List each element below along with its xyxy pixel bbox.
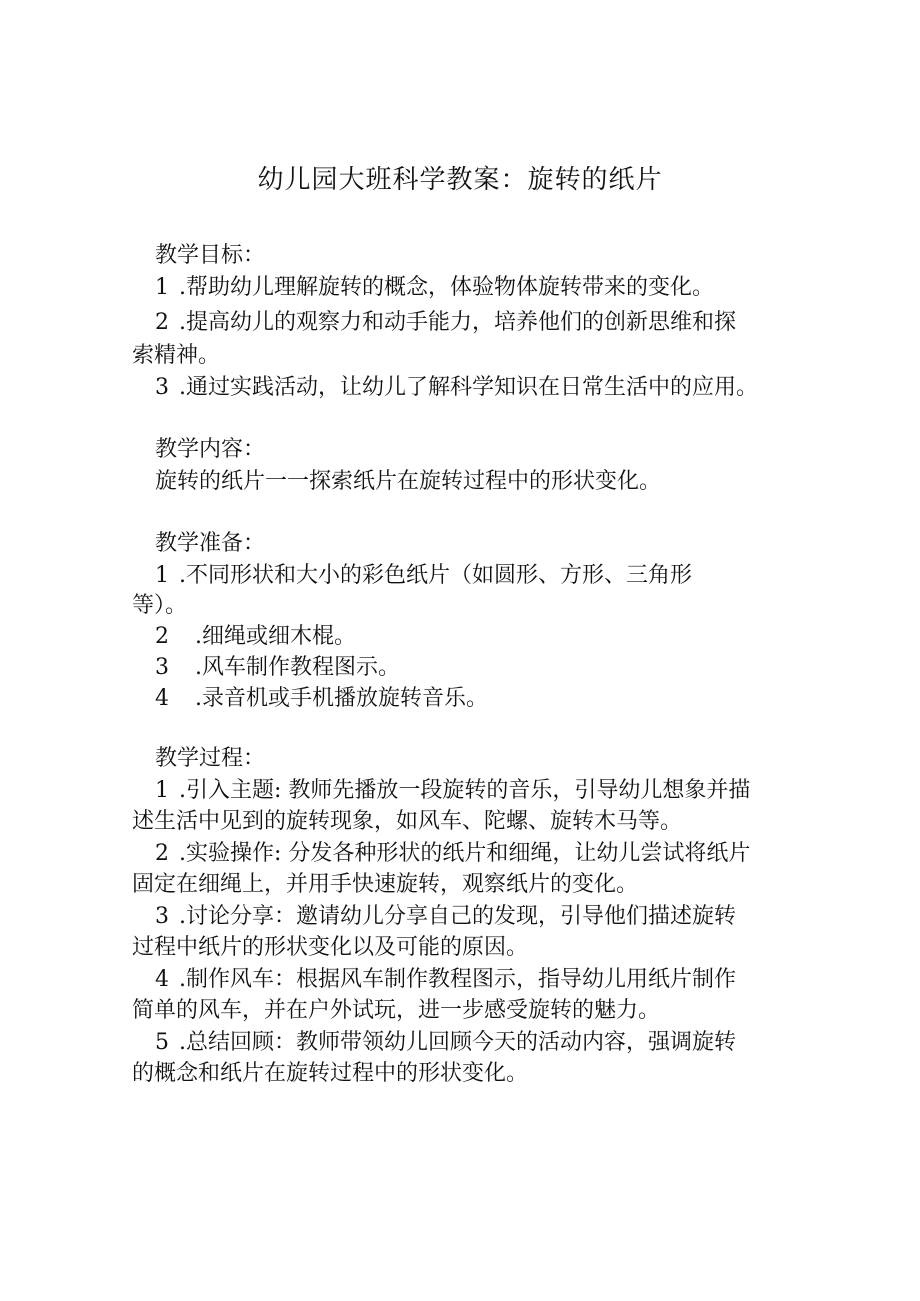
prep-item-2-number: 2: [155, 624, 169, 649]
content-heading: 教学内容：: [155, 437, 266, 462]
process-item-5-number: 5: [155, 1030, 169, 1055]
prep-item-4-number: 4: [155, 686, 169, 711]
goal-item-1: [155, 272, 714, 304]
prep-item-1-text: .不同形状和大小的彩色纸片（如圆形、方形、三角形: [179, 563, 692, 588]
process-item-2-number: 2: [155, 841, 169, 866]
process-item-4-number: 4: [155, 967, 169, 992]
prep-item-3-number: 3: [155, 655, 169, 680]
process-item-5-text: .总结回顾：教师带领幼儿回顾今天的活动内容，强调旋转: [179, 1030, 736, 1055]
goal-item-3-number: 3: [155, 375, 169, 400]
goal-item-2: [155, 307, 736, 339]
prep-item-2-text: .细绳或细木棍。: [195, 624, 356, 649]
process-item-3-text: .讨论分享：邀请幼儿分享自己的发现，引导他们描述旋转: [179, 904, 736, 929]
prep-item-3-text: .风车制作教程图示。: [195, 655, 400, 680]
prep-item-4: [155, 683, 488, 715]
goal-item-1-number: 1: [155, 275, 169, 300]
goal-item-2-number: 2: [155, 310, 169, 335]
prep-item-1-number: 1: [155, 563, 169, 588]
process-item-4: [155, 964, 736, 996]
goal-item-2-continued: 索精神。: [132, 343, 221, 368]
prep-heading: 教学准备：: [155, 531, 266, 556]
prep-item-4-text: .录音机或手机播放旋转音乐。: [195, 686, 488, 711]
process-item-3-continued: 过程中纸片的形状变化以及可能的原因。: [132, 935, 529, 960]
prep-item-1-continued: 等）。: [132, 593, 188, 618]
goal-item-2-text: .提高幼儿的观察力和动手能力，培养他们的创新思维和探: [179, 310, 736, 335]
document-title: 幼儿园大班科学教案：旋转的纸片: [257, 165, 663, 195]
process-heading: 教学过程：: [155, 746, 266, 771]
process-item-1-continued: 述生活中见到的旋转现象，如风车、陀螺、旋转木马等。: [132, 809, 683, 834]
goal-item-1-text: .帮助幼儿理解旋转的概念，体验物体旋转带来的变化。: [179, 275, 714, 300]
goals-heading: 教学目标：: [155, 243, 266, 268]
content-text: 旋转的纸片一一探索纸片在旋转过程中的形状变化。: [155, 469, 662, 494]
process-item-2-text: .实验操作: 分发各种形状的纸片和细绳，让幼儿尝试将纸片: [179, 841, 751, 866]
process-item-5: [155, 1027, 736, 1059]
goal-item-3: [155, 372, 758, 404]
process-item-1-number: 1: [155, 778, 169, 803]
goal-item-3-text: .通过实践活动，让幼儿了解科学知识在日常生活中的应用。: [179, 375, 758, 400]
process-item-1: [155, 775, 750, 807]
process-item-2: [155, 838, 750, 870]
process-item-2-continued: 固定在细绳上，并用手快速旋转，观察纸片的变化。: [132, 872, 639, 897]
process-item-1-text: .引入主题: 教师先播放一段旋转的音乐，引导幼儿想象并描: [179, 778, 751, 803]
process-item-3: [155, 901, 736, 933]
prep-item-3: [155, 652, 400, 684]
process-item-4-text: .制作风车：根据风车制作教程图示，指导幼儿用纸片制作: [179, 967, 736, 992]
prep-item-1: [155, 560, 692, 592]
prep-item-2: [155, 621, 356, 653]
process-item-4-continued: 简单的风车，并在户外试玩，进一步感受旋转的魅力。: [132, 998, 661, 1023]
process-item-5-continued: 的概念和纸片在旋转过程中的形状变化。: [132, 1061, 529, 1086]
process-item-3-number: 3: [155, 904, 169, 929]
